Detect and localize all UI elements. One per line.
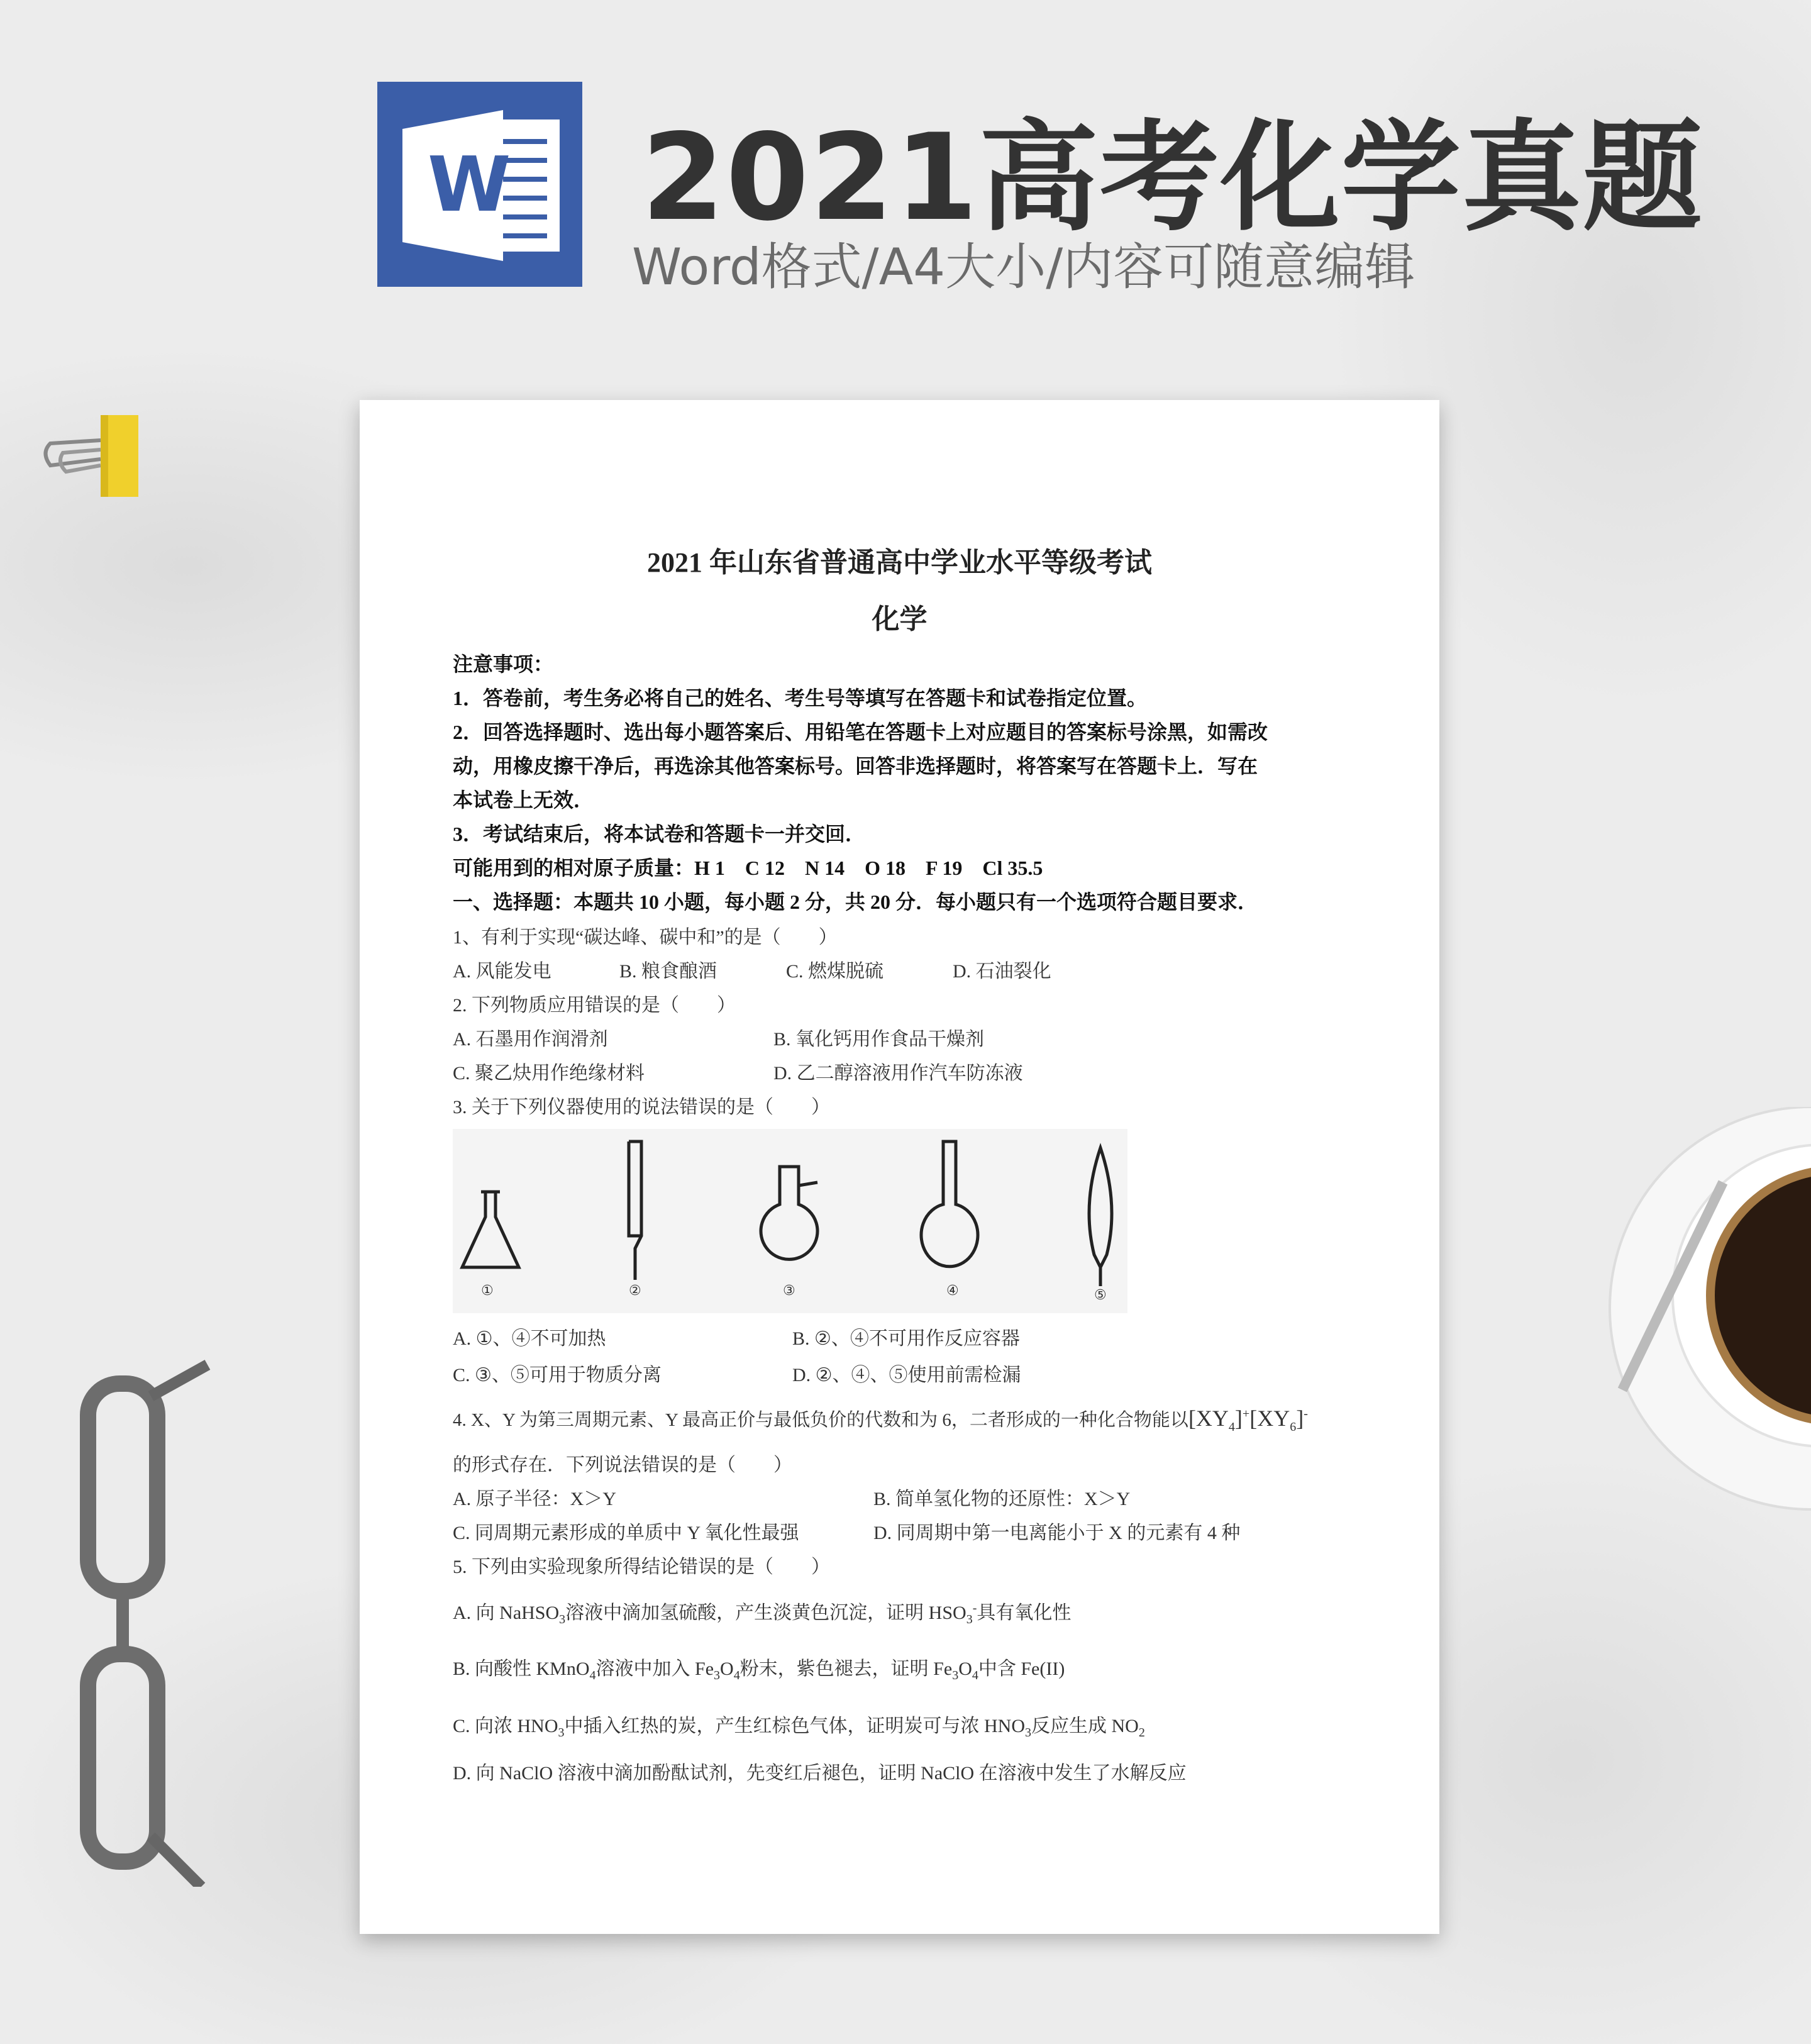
exam-subject: 化学 (872, 604, 928, 635)
apparatus-label: ② (629, 1283, 641, 1299)
text: A. 向 NaHSO (453, 1602, 560, 1623)
text: 具有氧化性 (977, 1602, 1072, 1623)
formula-charge: - (1304, 1407, 1308, 1421)
q2-option-c: C. 聚乙炔用作绝缘材料 (453, 1063, 645, 1084)
word-logo (377, 82, 582, 287)
question-4-stem-cont: 的形式存在．下列说法错误的是（ ） (453, 1455, 792, 1475)
formula-subscript: 4 (1228, 1420, 1235, 1435)
formula-charge: + (1242, 1407, 1250, 1421)
q4-option-b: B. 简单氢化物的还原性：X＞Y (873, 1489, 1131, 1509)
subscript: 3 (952, 1669, 959, 1682)
text: 中插入红热的炭，产生红棕色气体，证明炭可与浓 HNO (564, 1716, 1026, 1736)
formula-text: [XY (1188, 1406, 1229, 1431)
apparatus-figure (453, 1129, 1127, 1313)
text: 溶液中滴加氢硫酸，产生淡黄色沉淀，证明 HSO (565, 1602, 966, 1623)
notice-line: 1．答卷前，考生务必将自己的姓名、考生号等填写在答题卡和试卷指定位置。 (453, 687, 1148, 709)
q4-stem-text: 4. X、Y 为第三周期元素、Y 最高正价与最低负价的代数和为 6，二者形成的一种化合物能以 (453, 1410, 1188, 1430)
formula-text: [XY (1249, 1406, 1290, 1431)
eyeglasses-icon (75, 1358, 239, 1887)
formula-text: ] (1296, 1406, 1304, 1431)
question-1-stem: 1、有利于实现“碳达峰、碳中和”的是（ ） (453, 927, 838, 948)
binder-clip (38, 415, 145, 497)
text: B. 向酸性 KMnO (453, 1658, 590, 1679)
text: 溶液中加入 Fe (595, 1658, 714, 1679)
q1-option-d: D. 石油裂化 (953, 961, 1051, 982)
apparatus-label: ④ (946, 1283, 959, 1299)
subscript: 3 (966, 1613, 973, 1626)
apparatus-label: ① (481, 1283, 494, 1299)
section-heading: 一、选择题：本题共 10 小题，每小题 2 分，共 20 分．每小题只有一个选项符合题目要求． (453, 891, 1258, 913)
q5-option-d: D. 向 NaClO 溶液中滴加酚酞试剂，先变红后褪色，证明 NaClO 在溶液中发生了水解反应 (453, 1763, 1187, 1784)
q4-option-d: D. 同周期中第一电离能小于 X 的元素有 4 种 (873, 1523, 1241, 1543)
q1-option-c: C. 燃煤脱硫 (786, 961, 884, 982)
q4-option-a: A. 原子半径：X＞Y (453, 1489, 616, 1509)
banner-title: 2021高考化学真题 (641, 108, 1703, 247)
formula-text: ] (1234, 1406, 1243, 1431)
q3-option-b: B. ②、④不可用作反应容器 (792, 1328, 1020, 1349)
q2-option-a: A. 石墨用作润滑剂 (453, 1029, 608, 1050)
notice-line: 2．回答选择题时、选出每小题答案后、用铅笔在答题卡上对应题目的答案标号涂黑，如需改 (453, 721, 1268, 743)
question-4-stem (453, 1405, 1308, 1435)
apparatus-label: ⑤ (1094, 1287, 1107, 1303)
subscript: 4 (589, 1669, 596, 1682)
word-logo-letter: W (428, 142, 511, 229)
subscript: 3 (714, 1669, 721, 1682)
apparatus-label: ③ (783, 1283, 795, 1299)
coffee-cup-icon (1597, 1107, 1811, 1522)
question-5-stem: 5. 下列由实验现象所得结论错误的是（ ） (453, 1557, 830, 1577)
charge: - (972, 1601, 977, 1615)
question-2-stem: 2. 下列物质应用错误的是（ ） (453, 995, 736, 1016)
q3-option-a: A. ①、④不可加热 (453, 1328, 606, 1349)
notice-heading: 注意事项： (453, 653, 554, 675)
atomic-mass-line: 可能用到的相对原子质量：H 1 C 12 N 14 O 18 F 19 Cl 35.5 (453, 857, 1043, 879)
notice-line: 动，用橡皮擦干净后，再选涂其他答案标号。回答非选择题时，将答案写在答题卡上．写在 (453, 755, 1258, 777)
q5-option-c (453, 1710, 1145, 1740)
subscript: 3 (1025, 1726, 1032, 1740)
q4-formula-1 (1188, 1406, 1308, 1435)
subscript: 4 (733, 1669, 740, 1682)
exam-title: 2021 年山东省普通高中学业水平等级考试 (647, 547, 1152, 578)
notice-line: 3．考试结束后，将本试卷和答题卡一并交回． (453, 823, 866, 845)
binder-clip-icon (38, 415, 145, 497)
subscript: 3 (558, 1726, 565, 1740)
q2-option-d: D. 乙二醇溶液用作汽车防冻液 (773, 1063, 1023, 1084)
subscript: 2 (1138, 1726, 1145, 1740)
q1-option-b: B. 粮食酿酒 (619, 961, 717, 982)
q3-option-d: D. ②、④、⑤使用前需检漏 (792, 1365, 1021, 1386)
coffee-cup (1597, 1107, 1811, 1522)
subscript: 4 (972, 1669, 978, 1682)
text: C. 向浓 HNO (453, 1716, 558, 1736)
text: O (720, 1658, 734, 1679)
q1-option-a: A. 风能发电 (453, 961, 551, 982)
notice-line: 本试卷上无效． (453, 789, 594, 811)
text: 粉末，紫色褪去，证明 Fe (739, 1658, 953, 1679)
formula-subscript: 6 (1290, 1420, 1297, 1435)
banner-subtitle: Word格式/A4大小/内容可随意编辑 (632, 238, 1415, 296)
document-page (360, 400, 1439, 1934)
eyeglasses (75, 1358, 239, 1887)
text: 反应生成 NO (1031, 1716, 1139, 1736)
q2-option-b: B. 氧化钙用作食品干燥剂 (773, 1029, 985, 1050)
question-3-stem: 3. 关于下列仪器使用的说法错误的是（ ） (453, 1097, 830, 1118)
q5-option-a (453, 1597, 1071, 1627)
q5-option-b (453, 1653, 1065, 1683)
q3-option-c: C. ③、⑤可用于物质分离 (453, 1365, 662, 1386)
text: O (958, 1658, 972, 1679)
subscript: 3 (559, 1613, 566, 1626)
q4-option-c: C. 同周期元素形成的单质中 Y 氧化性最强 (453, 1523, 799, 1543)
text: 中含 Fe(II) (978, 1658, 1065, 1679)
